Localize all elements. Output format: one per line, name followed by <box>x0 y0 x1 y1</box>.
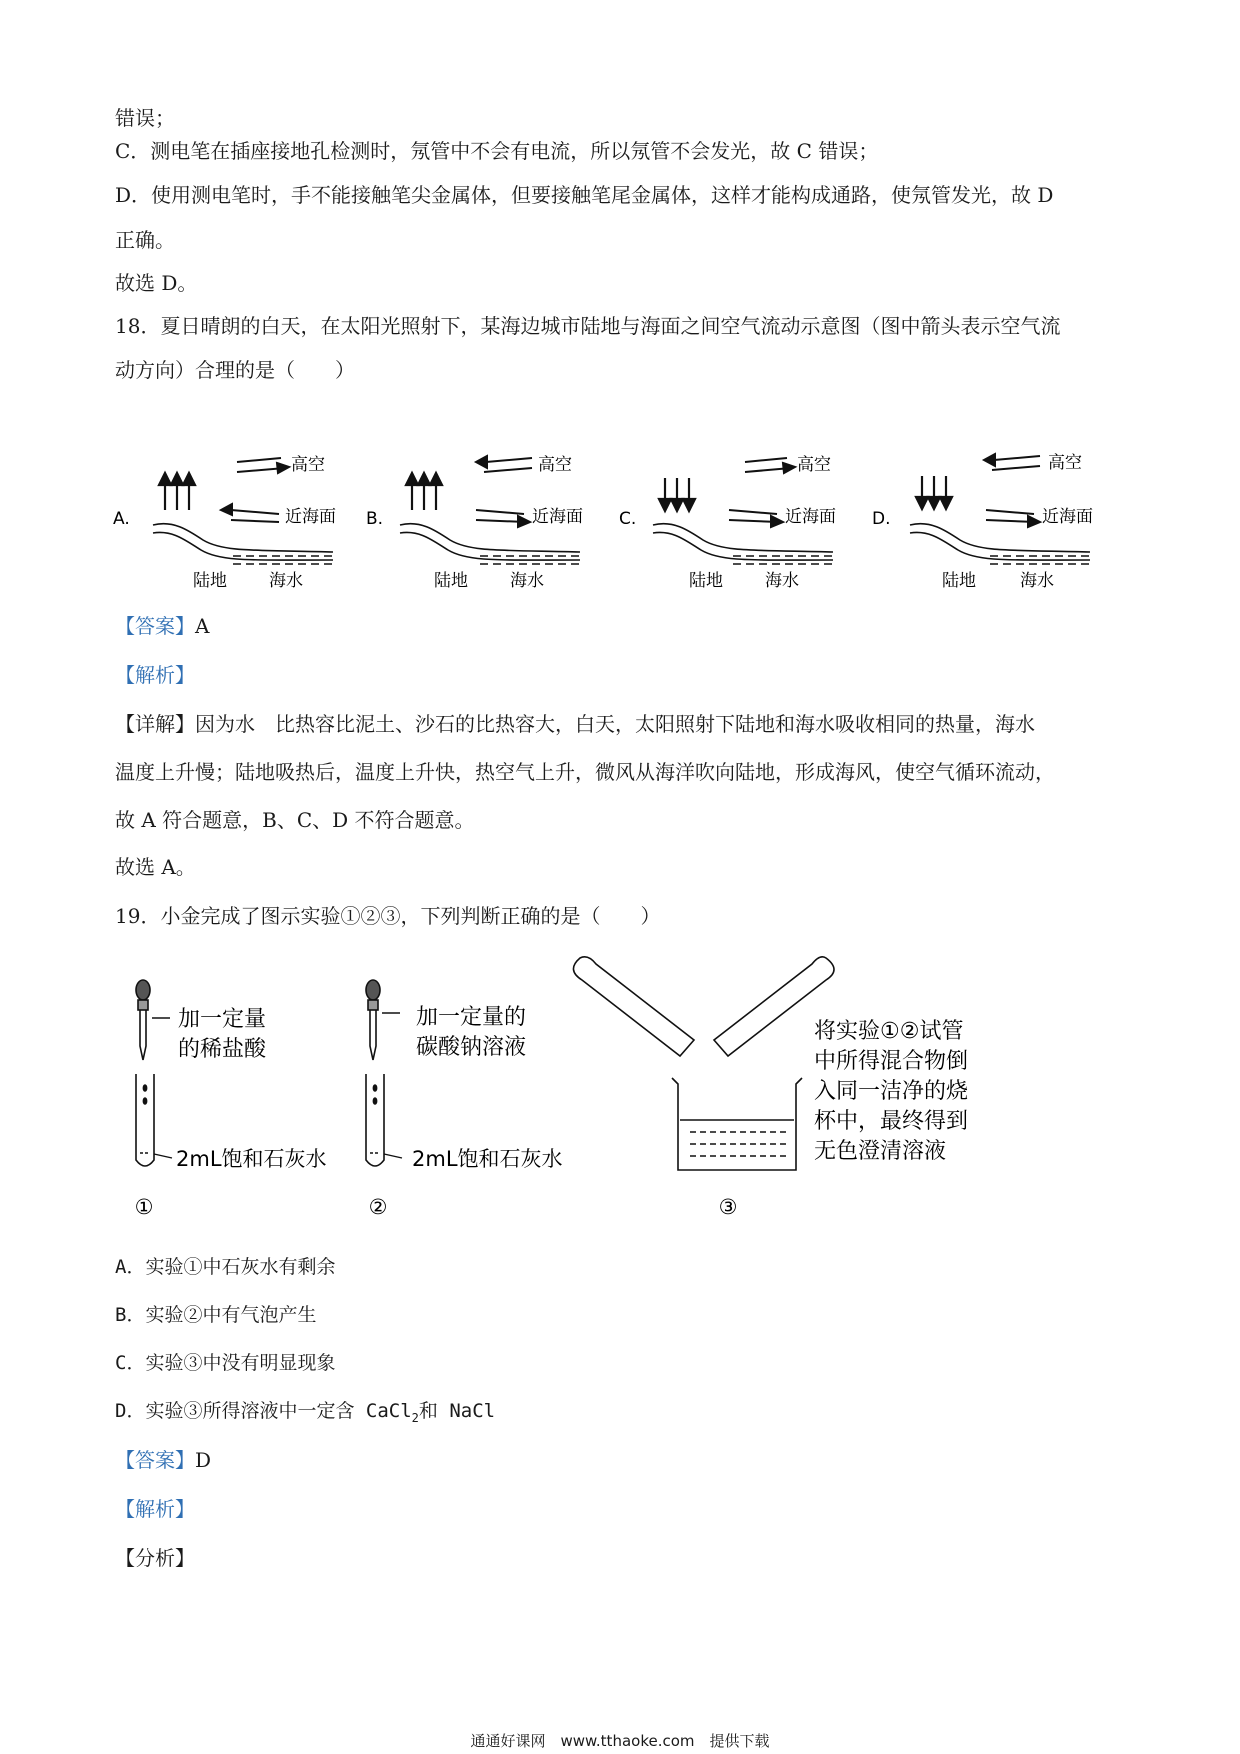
detail-text: 因为水 比热容比泥土、沙石的比热容大，白天，太阳照射下陆地和海水吸收相同的热量，海水 <box>195 712 1035 736</box>
option-letter: A. <box>113 509 130 529</box>
exp1-add-2: 的稀盐酸 <box>178 1037 267 1062</box>
high-arrows <box>745 458 795 473</box>
exp2-number: ② <box>368 1195 388 1219</box>
test-tube-icon <box>366 1074 384 1166</box>
high-arrows <box>476 456 532 472</box>
q18-detail-2: 温度上升慢；陆地吸热后，温度上升快，热空气上升，微风从海洋吹向陆地，形成海风，使空气循环流动， <box>115 760 1055 784</box>
label-land: 陆地 <box>942 571 976 591</box>
answer-value: A <box>195 614 210 638</box>
answer-tag: 【答案】 <box>115 614 195 638</box>
prev-line-2: C．测电笔在插座接地孔检测时，氖管中不会有电流，所以氖管不会发光，故 C 错误； <box>115 139 879 163</box>
q18-option-c <box>619 455 836 591</box>
exp2-add-2: 碳酸钠溶液 <box>416 1035 527 1060</box>
label-land: 陆地 <box>689 571 723 591</box>
label-high: 高空 <box>1048 453 1082 473</box>
tilted-tube-left-icon <box>573 957 694 1056</box>
answer-value: D <box>195 1448 212 1472</box>
q19-analysis-tag: 【解析】 <box>115 1497 195 1521</box>
q18-analysis-tag: 【解析】 <box>115 663 195 687</box>
exp3-text-3: 入同一洁净的烧 <box>814 1079 969 1104</box>
q19-option-d <box>115 1397 495 1432</box>
down-arrows <box>916 476 952 509</box>
option-letter: C. <box>619 509 637 529</box>
label-near: 近海面 <box>785 507 836 527</box>
answer-tag: 【答案】 <box>115 1448 195 1472</box>
label-near: 近海面 <box>285 507 336 527</box>
dropper-icon <box>136 980 150 1060</box>
label-land: 陆地 <box>434 571 468 591</box>
exp3-number: ③ <box>718 1195 738 1219</box>
test-tube-icon <box>136 1074 154 1166</box>
coast <box>910 524 1090 564</box>
q18-options-figure <box>0 440 1240 600</box>
label-high: 高空 <box>797 455 831 475</box>
option-d-post: 和 NaCl <box>418 1400 496 1422</box>
experiment-3 <box>573 957 968 1219</box>
exp3-text-5: 无色澄清溶液 <box>814 1139 947 1164</box>
up-arrows <box>406 473 442 510</box>
detail-tag: 【详解】 <box>115 712 195 736</box>
label-sea: 海水 <box>510 571 544 591</box>
prev-line-5: 故选 D。 <box>115 271 198 295</box>
exp1-add-1: 加一定量 <box>178 1007 267 1032</box>
label-high: 高空 <box>538 455 572 475</box>
coast <box>400 524 580 564</box>
q19-option-c: C．实验③中没有明显现象 <box>115 1352 336 1374</box>
label-sea: 海水 <box>765 571 799 591</box>
option-d-pre: D．实验③所得溶液中一定含 CaCl <box>115 1400 412 1422</box>
high-arrows <box>237 458 289 473</box>
q18-option-d <box>872 453 1093 591</box>
option-letter: D. <box>872 509 891 529</box>
q18-option-a <box>113 455 336 591</box>
beaker-icon <box>672 1078 802 1170</box>
exp3-text-1: 将实验①②试管 <box>814 1019 964 1044</box>
experiment-2 <box>366 980 563 1219</box>
near-arrows <box>476 510 530 527</box>
near-arrows <box>221 504 279 522</box>
high-arrows <box>984 454 1040 470</box>
dropper-icon <box>366 980 380 1060</box>
q18-stem-1: 18．夏日晴朗的白天，在太阳光照射下，某海边城市陆地与海面之间空气流动示意图（图中箭头表示空气流 <box>115 314 1061 338</box>
prev-line-1: 错误； <box>115 106 175 130</box>
label-sea: 海水 <box>269 571 303 591</box>
q19-fenxi-tag: 【分析】 <box>115 1546 195 1570</box>
page-footer: 通通好课网 www.tthaoke.com 提供下载 <box>470 1732 770 1750</box>
option-letter: B. <box>366 509 384 529</box>
q18-detail-3: 故 A 符合题意，B、C、D 不符合题意。 <box>115 808 475 832</box>
near-arrows <box>986 510 1040 527</box>
q18-answer <box>115 612 209 640</box>
prev-line-3: D．使用测电笔时，手不能接触笔尖金属体，但要接触笔尾金属体，这样才能构成通路，使氖管发光，故 D <box>115 183 1054 207</box>
q18-detail-1 <box>115 710 1035 738</box>
label-near: 近海面 <box>1042 507 1093 527</box>
q18-choose: 故选 A。 <box>115 855 196 879</box>
q19-option-b: B．实验②中有气泡产生 <box>115 1304 317 1326</box>
label-high: 高空 <box>291 455 325 475</box>
option-d-subscript: 2 <box>411 1410 419 1425</box>
label-sea: 海水 <box>1020 571 1054 591</box>
label-near: 近海面 <box>532 507 583 527</box>
exp3-text-4: 杯中，最终得到 <box>814 1109 969 1134</box>
experiment-1 <box>135 980 327 1219</box>
coast <box>653 524 833 564</box>
down-arrows <box>659 478 695 511</box>
exp3-text-2: 中所得混合物倒 <box>814 1049 969 1074</box>
coast <box>153 524 333 564</box>
exp2-water: 2mL饱和石灰水 <box>412 1147 563 1171</box>
exp1-water: 2mL饱和石灰水 <box>176 1147 327 1171</box>
q19-answer <box>115 1446 211 1474</box>
q19-option-a: A．实验①中石灰水有剩余 <box>115 1256 336 1278</box>
q18-stem-2: 动方向）合理的是（ ） <box>115 358 355 382</box>
q19-stem: 19．小金完成了图示实验①②③，下列判断正确的是（ ） <box>115 904 661 928</box>
exp2-add-1: 加一定量的 <box>416 1005 527 1030</box>
near-arrows <box>729 510 783 527</box>
exp1-number: ① <box>134 1195 154 1219</box>
up-arrows <box>159 473 195 510</box>
q19-experiment-figure <box>0 948 1240 1228</box>
prev-line-4: 正确。 <box>115 228 175 252</box>
label-land: 陆地 <box>193 571 227 591</box>
q18-option-b <box>366 455 583 591</box>
